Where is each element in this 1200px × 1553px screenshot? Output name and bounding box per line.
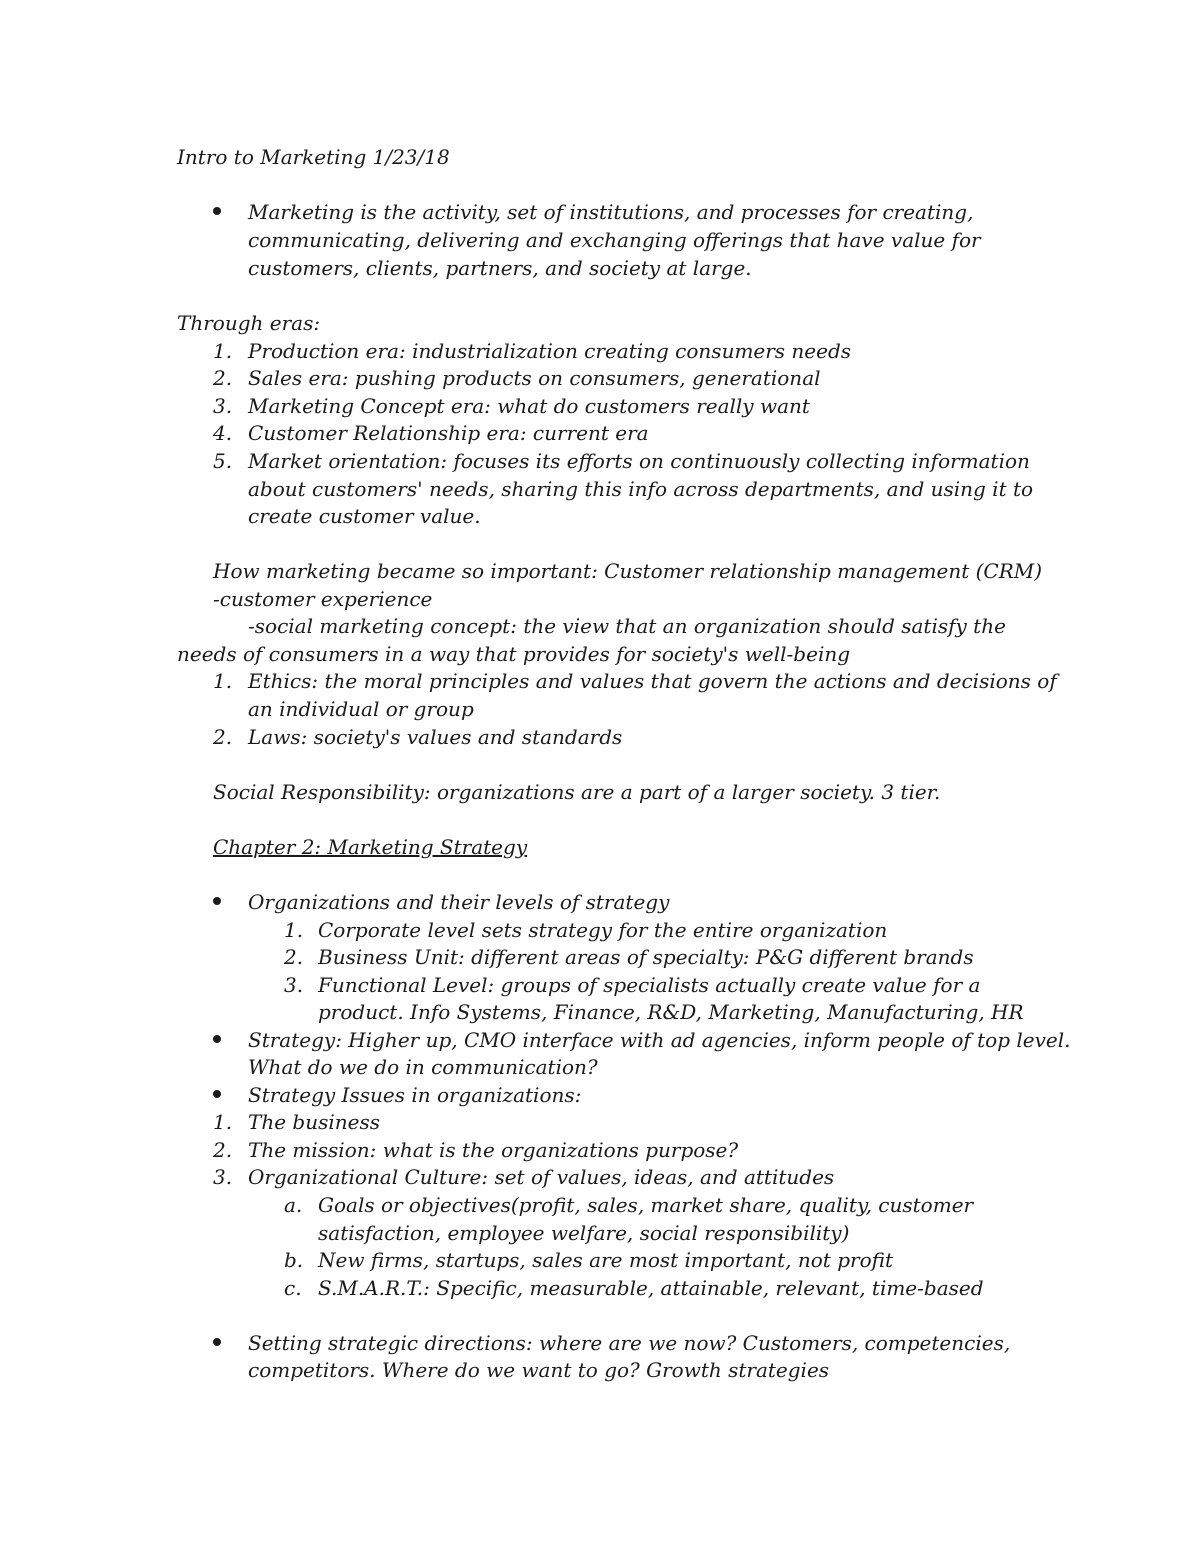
- list-item: Organizational Culture: set of values, ideas, and attitudes: [248, 1165, 835, 1189]
- list-item-continued: an individual or group: [248, 697, 474, 721]
- bullet-item-continued: What do we do in communication?: [248, 1055, 598, 1079]
- list-item: S.M.A.R.T.: Specific, measurable, attainable, relevant, time-based: [318, 1276, 984, 1300]
- definition-line: Marketing is the activity, set of institutions, and processes for creating,: [248, 200, 974, 224]
- bullet-item: Strategy: Higher up, CMO interface with ad agencies, inform people of top level.: [248, 1028, 1071, 1052]
- bullet-icon: [213, 897, 221, 905]
- list-marker: 1.: [284, 918, 304, 942]
- importance-line: -social marketing concept: the view that an organization should satisfy the: [248, 614, 1006, 638]
- list-item: The business: [248, 1110, 381, 1134]
- list-marker: 4.: [213, 421, 233, 445]
- bullet-icon: [213, 1090, 221, 1098]
- bullet-icon: [213, 1338, 221, 1346]
- list-item-continued: about customers' needs, sharing this info across departments, and using it to: [248, 477, 1034, 501]
- list-marker: 5.: [213, 449, 233, 473]
- list-marker: 3.: [213, 394, 233, 418]
- list-item: Functional Level: groups of specialists actually create value for a: [318, 973, 981, 997]
- bullet-item-continued: competitors. Where do we want to go? Growth strategies: [248, 1358, 830, 1382]
- list-marker: 3.: [284, 973, 304, 997]
- list-item: Goals or objectives(profit, sales, market share, quality, customer: [318, 1193, 974, 1217]
- bullet-icon: [213, 207, 221, 215]
- list-item-continued: create customer value.: [248, 504, 481, 528]
- list-item: Market orientation: focuses its efforts on continuously collecting information: [248, 449, 1030, 473]
- list-marker: 2.: [284, 945, 304, 969]
- list-item: Production era: industrialization creating consumers needs: [248, 339, 852, 363]
- list-marker: 3.: [213, 1165, 233, 1189]
- list-item-continued: product. Info Systems, Finance, R&D, Marketing, Manufacturing, HR: [318, 1000, 1024, 1024]
- list-item-continued: satisfaction, employee welfare, social responsibility): [318, 1221, 850, 1245]
- bullet-item: Setting strategic directions: where are we now? Customers, competencies,: [248, 1331, 1011, 1355]
- importance-line: -customer experience: [213, 587, 433, 611]
- bullet-icon: [213, 1035, 221, 1043]
- list-marker: 1.: [213, 669, 233, 693]
- list-marker: 1.: [213, 339, 233, 363]
- list-item: Corporate level sets strategy for the entire organization: [318, 918, 888, 942]
- list-item: New firms, startups, sales are most important, not profit: [318, 1248, 893, 1272]
- eras-heading: Through eras:: [177, 311, 321, 335]
- list-marker: 1.: [213, 1110, 233, 1134]
- list-marker: a.: [284, 1193, 303, 1217]
- list-item: The mission: what is the organizations purpose?: [248, 1138, 739, 1162]
- list-item: Customer Relationship era: current era: [248, 421, 649, 445]
- list-marker: 2.: [213, 725, 233, 749]
- list-marker: 2.: [213, 1138, 233, 1162]
- list-item: Sales era: pushing products on consumers, generational: [248, 366, 821, 390]
- importance-heading: How marketing became so important: Customer relationship management (CRM): [213, 559, 1043, 583]
- social-responsibility: Social Responsibility: organizations are a part of a larger society. 3 tier.: [213, 780, 941, 804]
- importance-line: needs of consumers in a way that provides for society's well-being: [177, 642, 851, 666]
- bullet-item: Organizations and their levels of strategy: [248, 890, 670, 914]
- list-item: Business Unit: different areas of specialty: P&G different brands: [318, 945, 974, 969]
- page-title: Intro to Marketing 1/23/18: [177, 145, 450, 169]
- definition-line: communicating, delivering and exchanging offerings that have value for: [248, 228, 981, 252]
- list-item: Marketing Concept era: what do customers really want: [248, 394, 810, 418]
- list-marker: c.: [284, 1276, 302, 1300]
- list-marker: 2.: [213, 366, 233, 390]
- definition-line: customers, clients, partners, and society at large.: [248, 256, 752, 280]
- list-marker: b.: [284, 1248, 304, 1272]
- list-item: Ethics: the moral principles and values that govern the actions and decisions of: [248, 669, 1057, 693]
- chapter-heading: Chapter 2: Marketing Strategy: [213, 835, 528, 859]
- bullet-item: Strategy Issues in organizations:: [248, 1083, 582, 1107]
- list-item: Laws: society's values and standards: [248, 725, 623, 749]
